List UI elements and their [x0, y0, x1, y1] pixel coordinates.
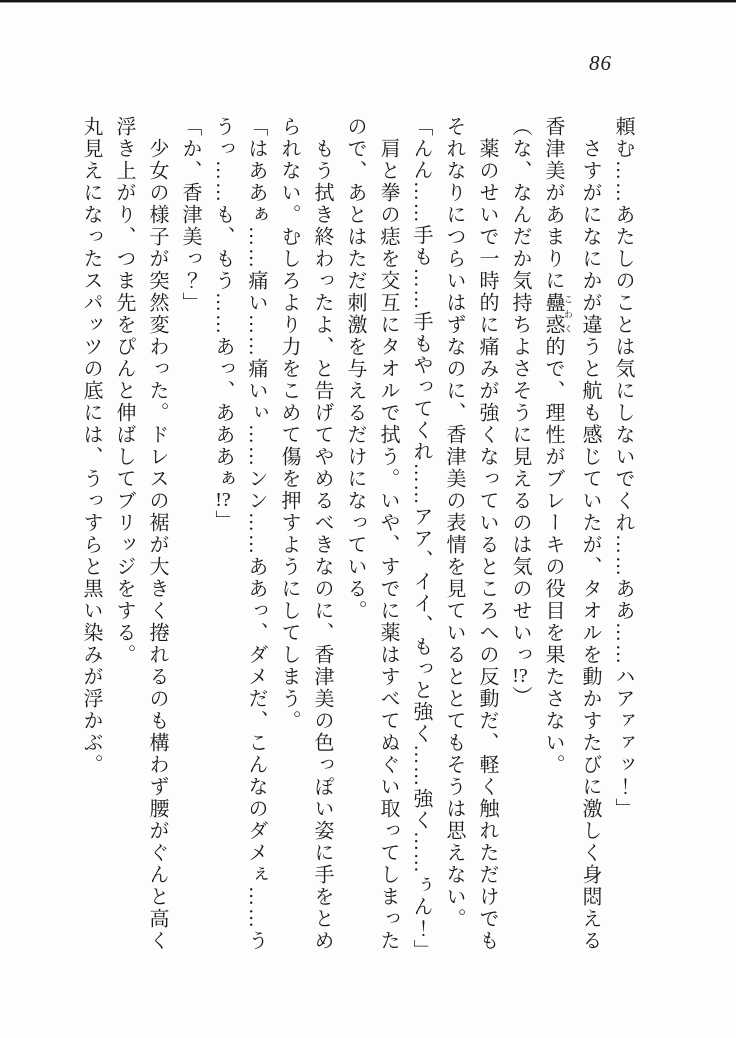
text-block: [77, 116, 639, 961]
text-column-14: 「か、香津美っ？」: [179, 116, 201, 314]
text-column-17: 丸見えになったスパッツの底には、うっすらと黒い染みが浮かぶ。: [80, 116, 102, 776]
tate-chu-yoko: !?: [215, 490, 231, 510]
text-column-12: 「はああぁ……痛い……痛いぃ……ンン……ああっ、ダメだ、こんなのダメぇ……う: [245, 116, 267, 952]
text-column-10: もう拭き終わったよ、と告げてやめるべきなのに、香津美の色っぽい姿に手をとめ: [311, 138, 333, 952]
text-column-1: 頼む……あたしのことは気にしないでくれ……ああ……ハアァァッ！」: [612, 116, 634, 820]
text-column-7: 「んん……手も……手もやってくれ……アア、イイ、もっと強く……強く……ぅん！」: [410, 116, 432, 962]
text-column-4: （な、なんだか気持ちよさそうに見えるのは気のせいっ!?）: [509, 116, 531, 708]
ruby-annotated-word: 蠱惑 こわく: [542, 292, 573, 336]
text-column-5: 薬のせいで一時的に痛みが強くなっているところへの反動だ、軽く触れただけでも: [476, 138, 498, 952]
text-column-8: 肩と拳の痣を交互にタオルで拭う。いや、すでに薬はすべてぬぐい取ってしまった: [377, 138, 399, 952]
text-column-9: ので、あとはただ刺激を与えるだけになっている。: [344, 116, 366, 622]
text-column-15: 少女の様子が突然変わった。ドレスの裾が大きく捲れるのも構わず腰がぐんと高く: [146, 138, 168, 952]
tate-chu-yoko: !?: [512, 666, 528, 686]
text-column-16: 浮き上がり、つま先をぴんと伸ばしてブリッジをする。: [113, 116, 135, 666]
text-column-6: それなりにつらいはずなのに、香津美の表情を見ているととてもそうは思えない。: [443, 116, 465, 930]
scan-edge-line: [0, 0, 736, 3]
page-number: 86: [589, 51, 612, 75]
text-column-3: 香津美があまりに蠱惑 こわく的で、理性がブレーキの役目を果たさない。: [542, 116, 573, 776]
furigana: こわく: [563, 292, 573, 336]
text-column-11: られない。むしろより力をこめて傷を押すようにしてしまう。: [278, 116, 300, 732]
text-column-13: うっ……も、もう……あっ、あああぁ!?」: [212, 116, 234, 532]
text-column-2: さすがになにかが違うと航も感じていたが、タオルを動かすたびに激しく身悶える: [579, 138, 601, 952]
